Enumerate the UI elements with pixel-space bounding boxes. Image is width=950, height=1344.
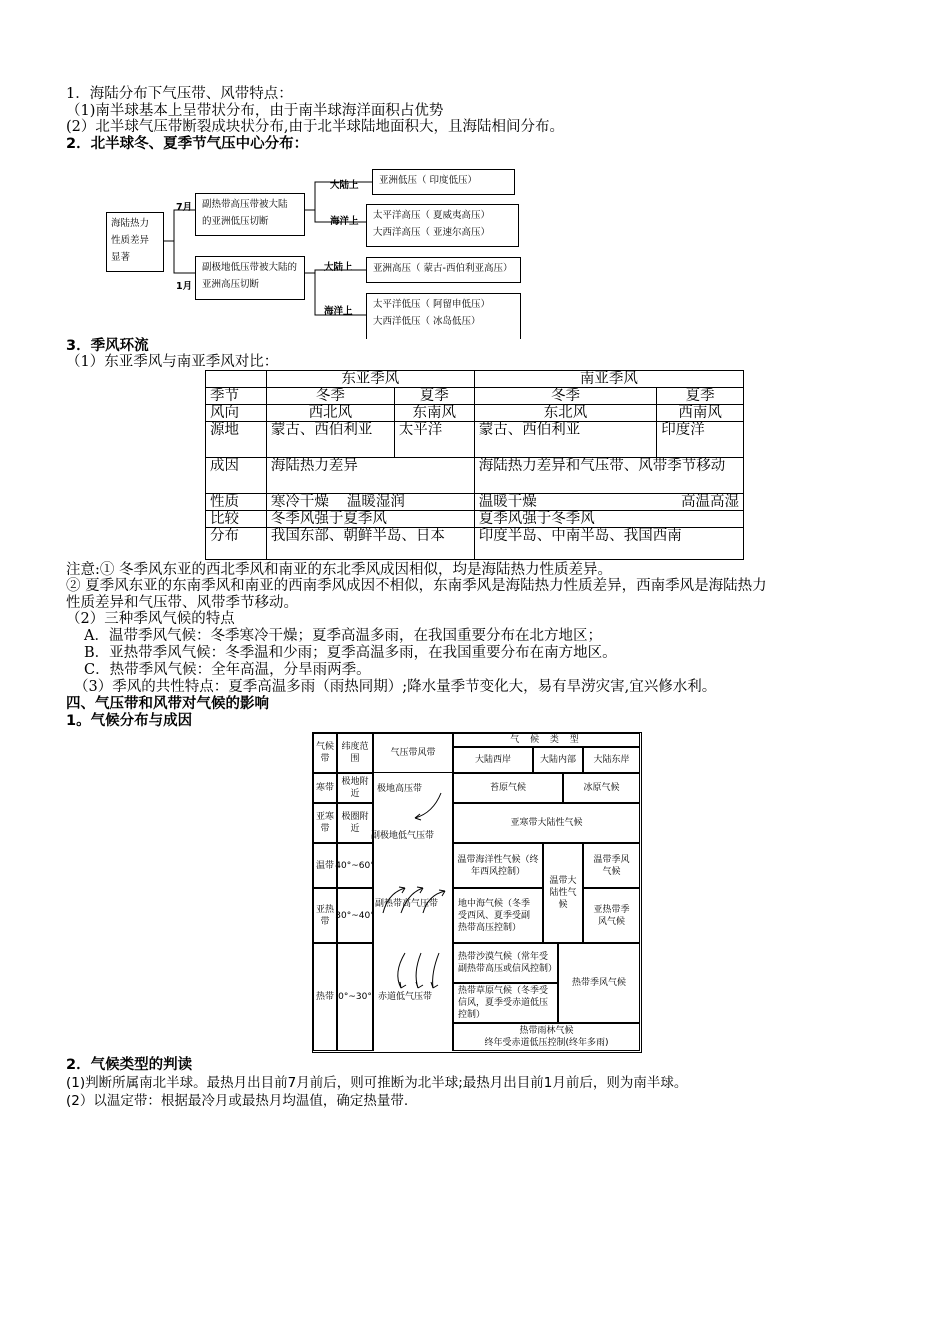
sec1-p1: （1)南半球基本上呈带状分布，由于南半球海洋面积占优势 [66,103,444,119]
sec1-p2: (2）北半球气压带断裂成块状分布,由于北半球陆地面积大，且海陆相间分布。 [66,119,564,135]
jan-ocean-box: 太平洋低压（ 阿留申低压） 大西洋低压（ 冰岛低压） [366,293,521,339]
zone-subtropical: 亚热带 [313,888,337,943]
table-cell: 印度洋 [657,422,744,458]
zone-temperate: 温带 [313,843,337,888]
header-lat: 纬度范围 [337,733,373,773]
table-row [206,528,744,560]
table-row [206,458,744,494]
table-cell: 东南风 [394,405,474,422]
root-box: 海陆热力 性质差异 显著 [106,212,164,272]
belt-polar-high: 极地高压带 [377,784,423,794]
note-2b: 性质差异和气压带、风带季节移动。 [66,595,298,611]
jan-box: 副极地低压带被大陆的 亚洲高压切断 [195,256,305,300]
table-row [206,422,744,458]
table-cell: 海陆热力差异 [266,458,474,494]
climate-temperate-monsoon: 温带季风气候 [583,843,640,888]
sec4-sub1: 1。气候分布与成因 [66,713,193,729]
jan-land-label: 大陆上 [324,262,353,273]
lat-subtropical: 30°~40° [337,888,373,943]
climate-subarctic: 亚寒带大陆性气候 [453,803,640,843]
jan-label: 1月 [176,281,193,292]
july-label: 7月 [176,202,193,213]
belt-subpolar-low: 副极地低气压带 [371,831,435,841]
header-inner: 大陆内部 [533,747,583,773]
table-cell: 夏季风强于冬季风 [474,511,743,528]
sec3-p2: （2）三种季风气候的特点 [66,611,235,627]
table-cell: 蒙古、西伯利亚 [266,422,394,458]
table-cell: 性质 [206,494,267,511]
zone-subarctic: 亚寒带 [313,803,337,843]
table-cell: 比较 [206,511,267,528]
climate-tropical-desert: 热带沙漠气候（常年受副热带高压或信风控制） [453,943,558,983]
climate-rainforest: 热带雨林气候 终年受赤道低压控制(终年多雨) [453,1023,640,1051]
lat-tropical: 0°~30° [337,943,373,1051]
climate-temperate-continental: 温带大陆性气候 [543,843,583,943]
table-cell: 东北风 [474,405,656,422]
table-cell: 寒冷干燥 温暖湿润 [266,494,474,511]
sec3-p3: （3）季风的共性特点：夏季高温多雨（雨热同期）;降水量季节变化大，易有旱涝灾害,宜兴修水利。 [74,679,717,695]
belt-subtropical-high: 副热带高气压带 [375,899,439,909]
table-cell: 风向 [206,405,267,422]
climate-tundra: 苔原气候 [453,773,563,803]
climate-temperate-marine: 温带海洋性气候（终年西风控制） [453,843,543,888]
table-cell: 冬季 [266,388,394,405]
climate-subtropical-monsoon: 亚热带季风气候 [583,888,640,943]
july-box: 副热带高压带被大陆 的亚洲低压切断 [195,193,305,236]
table-cell: 分布 [206,528,267,560]
jan-land-box: 亚洲高压（ 蒙古-西伯利亚高压） [366,257,521,283]
zone-tropical: 热带 [313,943,337,1051]
header-type: 气 候 类 型 [453,733,640,747]
july-ocean-label: 海洋上 [330,216,359,227]
table-row [206,388,744,405]
climate-tropical-monsoon: 热带季风气候 [558,943,640,1023]
table-cell: 源地 [206,422,267,458]
table-row [206,511,744,528]
climate-savanna: 热带草原气候（冬季受信风，夏季受赤道低压控制） [453,983,558,1023]
sec4-sub2: 2．气候类型的判读 [66,1057,193,1073]
sec3-title: 3．季风环流 [66,338,149,354]
table-row [206,405,744,422]
climate-icecap: 冰原气候 [563,773,640,803]
header-west: 大陆西岸 [453,747,533,773]
table-row [206,494,744,511]
climate-mediterranean: 地中海气候（冬季受西风、夏季受副热带高压控制） [453,888,543,943]
header-east: 大陆东岸 [583,747,640,773]
header-east-asia: 东亚季风 [266,371,474,388]
judge-2: (2）以温定带：根据最冷月或最热月均温值，确定热量带. [66,1093,409,1109]
zone-cold: 寒带 [313,773,337,803]
belt-equatorial-low: 赤道低气压带 [378,992,433,1002]
july-land-label: 大陆上 [330,180,359,191]
point-c: C．热带季风气候：全年高温，分旱雨两季。 [84,662,371,678]
table-cell: 成因 [206,458,267,494]
lat-circle: 极圈附近 [337,803,373,843]
sec1-title: 1．海陆分布下气压带、风带特点： [66,86,293,102]
note-1: 注意:① 冬季风东亚的西北季风和南亚的东北季风成因相似，均是海陆热力性质差异。 [66,562,612,578]
table-cell: 西北风 [266,405,394,422]
header-south-asia: 南亚季风 [474,371,743,388]
point-b: B．亚热带季风气候：冬季温和少雨；夏季高温多雨，在我国重要分布在南方地区。 [84,645,617,661]
table-row [206,371,744,388]
table-cell: 冬季风强于夏季风 [266,511,474,528]
sec3-sub: （1）东亚季风与南亚季风对比： [66,354,279,370]
table-cell: 夏季 [657,388,744,405]
monsoon-table [205,370,744,560]
july-ocean-box: 太平洋高压（ 夏威夷高压） 大西洋高压（ 亚速尔高压） [366,204,519,247]
jan-ocean-label: 海洋上 [324,306,353,317]
table-cell: 蒙古、西伯利亚 [474,422,656,458]
table-cell: 我国东部、朝鲜半岛、日本 [266,528,474,560]
lat-temperate: 40°~60° [337,843,373,888]
table-cell: 季节 [206,388,267,405]
table-cell: 西南风 [657,405,744,422]
table-cell: 印度半岛、中南半岛、我国西南 [474,528,743,560]
july-land-box: 亚洲低压（ 印度低压） [372,169,515,195]
point-a: A．温带季风气候：冬季寒冷干燥；夏季高温多雨，在我国重要分布在北方地区； [84,628,602,644]
wind-arrows [373,773,453,1051]
header-zone: 气候带 [313,733,337,773]
climate-distribution-chart [312,732,642,1053]
header-belt: 气压带风带 [373,733,453,773]
table-cell: 温暖干燥 高温高湿 [474,494,743,511]
table-cell: 冬季 [474,388,656,405]
table-cell: 太平洋 [394,422,474,458]
table-cell: 海陆热力差异和气压带、风带季节移动 [474,458,743,494]
judge-1: (1)判断所属南北半球。最热月出目前7月前后，则可推断为北半球;最热月出目前1月前后，则为南半球。 [66,1075,688,1091]
note-2a: ② 夏季风东亚的东南季风和南亚的西南季风成因不相似，东南季风是海陆热力性质差异，西南季风是海陆热力 [66,578,767,594]
sec2-title: 2．北半球冬、夏季节气压中心分布： [66,136,309,152]
lat-polar: 极地附近 [337,773,373,803]
table-cell: 夏季 [394,388,474,405]
sec4-title: 四、气压带和风带对气候的影响 [66,696,269,712]
